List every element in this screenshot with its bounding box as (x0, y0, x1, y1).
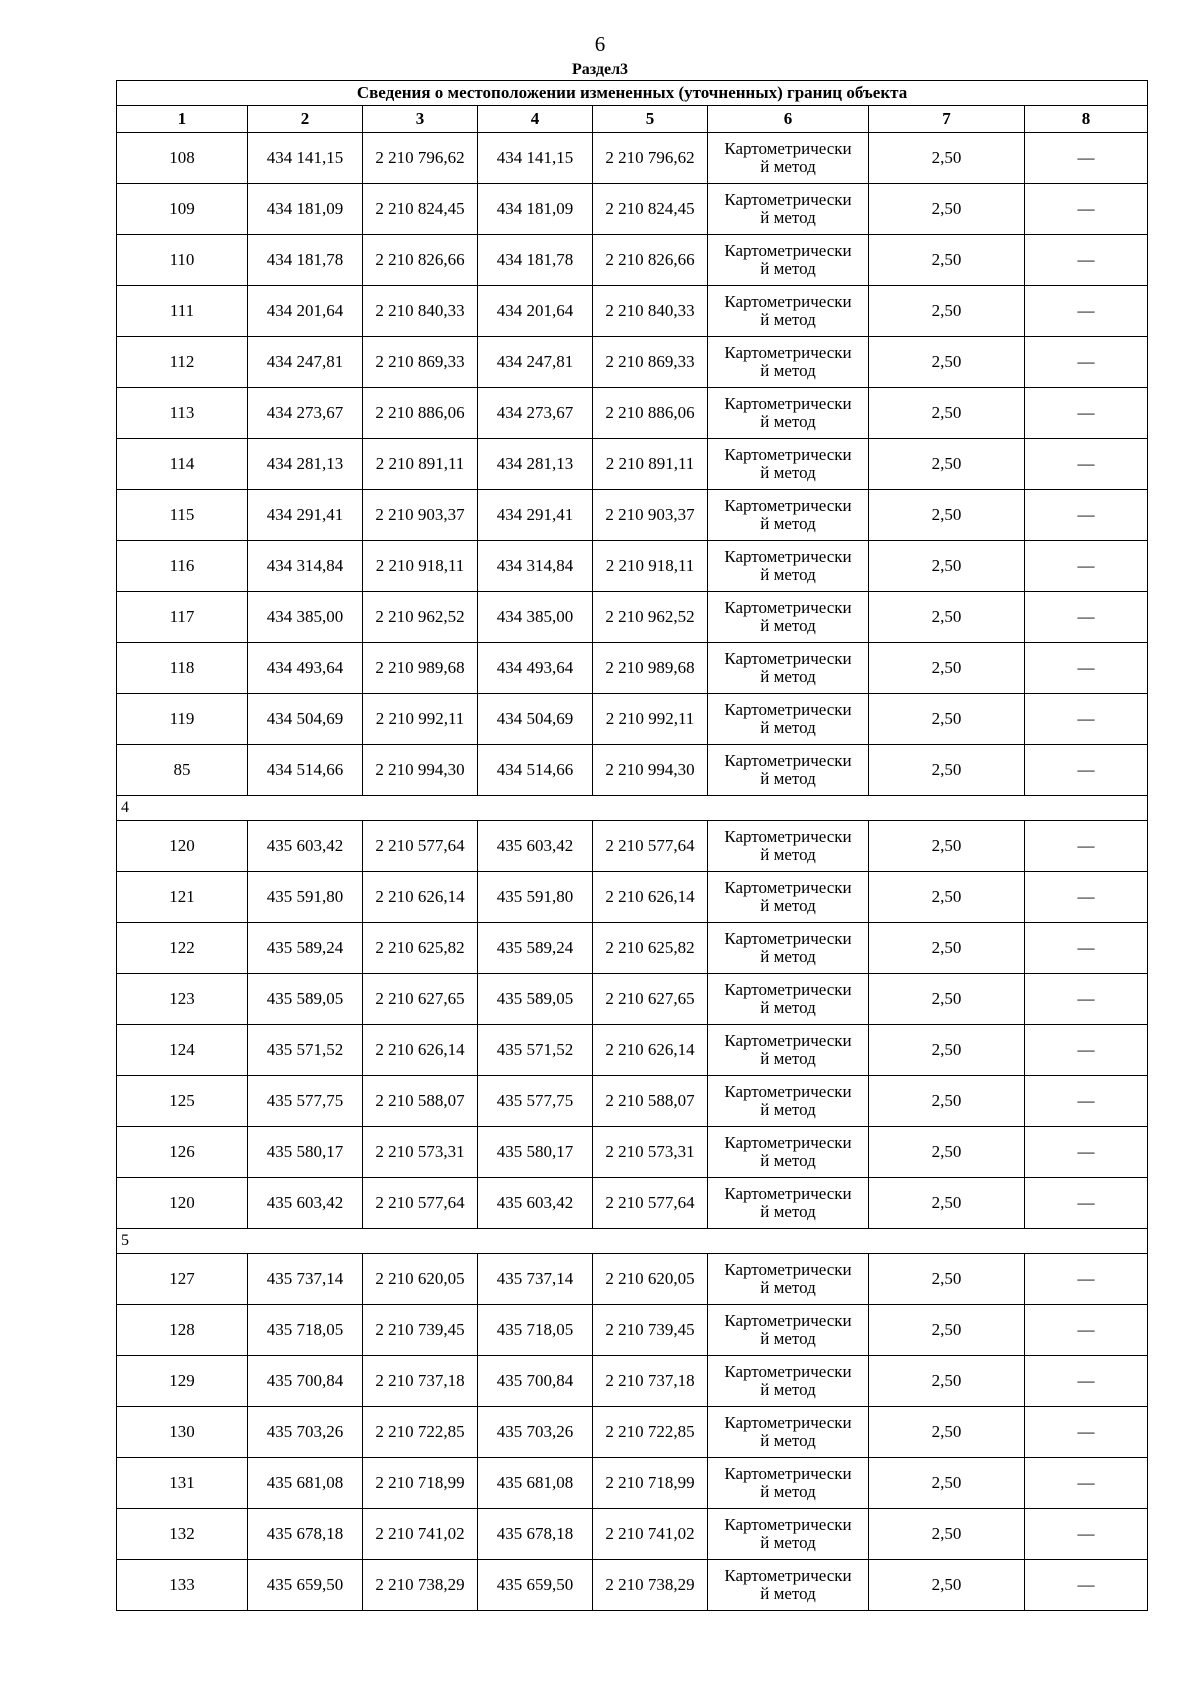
accuracy-cell: 2,50 (869, 923, 1025, 974)
y-old-cell: 2 210 992,11 (363, 694, 478, 745)
accuracy-cell: 2,50 (869, 388, 1025, 439)
y-old-cell: 2 210 620,05 (363, 1254, 478, 1305)
point-number-cell: 123 (117, 974, 248, 1025)
description-cell: — (1025, 923, 1148, 974)
y-new-cell: 2 210 918,11 (593, 541, 708, 592)
table-row (117, 337, 1148, 388)
y-old-cell: 2 210 588,07 (363, 1076, 478, 1127)
x-new-cell: 434 141,15 (478, 133, 593, 184)
x-old-cell: 434 181,09 (248, 184, 363, 235)
y-new-cell: 2 210 577,64 (593, 1178, 708, 1229)
y-old-cell: 2 210 741,02 (363, 1509, 478, 1560)
point-number-cell: 118 (117, 643, 248, 694)
table-row (117, 1254, 1148, 1305)
x-old-cell: 434 514,66 (248, 745, 363, 796)
x-old-cell: 435 571,52 (248, 1025, 363, 1076)
x-new-cell: 435 603,42 (478, 821, 593, 872)
x-new-cell: 434 201,64 (478, 286, 593, 337)
contour-group-label: 5 (117, 1229, 1148, 1254)
accuracy-cell: 2,50 (869, 439, 1025, 490)
method-cell: Картометрически й метод (708, 1076, 869, 1127)
x-new-cell: 434 247,81 (478, 337, 593, 388)
column-number: 7 (869, 106, 1025, 133)
x-new-cell: 435 678,18 (478, 1509, 593, 1560)
x-old-cell: 434 493,64 (248, 643, 363, 694)
description-cell: — (1025, 184, 1148, 235)
description-cell: — (1025, 1305, 1148, 1356)
accuracy-cell: 2,50 (869, 490, 1025, 541)
x-old-cell: 434 504,69 (248, 694, 363, 745)
description-cell: — (1025, 490, 1148, 541)
point-number-cell: 111 (117, 286, 248, 337)
column-number: 2 (248, 106, 363, 133)
y-old-cell: 2 210 626,14 (363, 872, 478, 923)
accuracy-cell: 2,50 (869, 1560, 1025, 1611)
x-old-cell: 435 700,84 (248, 1356, 363, 1407)
table-row (117, 1025, 1148, 1076)
table-row (117, 1560, 1148, 1611)
x-old-cell: 435 737,14 (248, 1254, 363, 1305)
y-old-cell: 2 210 577,64 (363, 1178, 478, 1229)
x-old-cell: 435 703,26 (248, 1407, 363, 1458)
description-cell: — (1025, 694, 1148, 745)
x-old-cell: 434 181,78 (248, 235, 363, 286)
table-row (117, 133, 1148, 184)
accuracy-cell: 2,50 (869, 337, 1025, 388)
table-row (117, 592, 1148, 643)
description-cell: — (1025, 1127, 1148, 1178)
table-row (117, 923, 1148, 974)
accuracy-cell: 2,50 (869, 1076, 1025, 1127)
y-new-cell: 2 210 886,06 (593, 388, 708, 439)
y-old-cell: 2 210 737,18 (363, 1356, 478, 1407)
y-old-cell: 2 210 627,65 (363, 974, 478, 1025)
y-old-cell: 2 210 738,29 (363, 1560, 478, 1611)
description-cell: — (1025, 1076, 1148, 1127)
y-old-cell: 2 210 739,45 (363, 1305, 478, 1356)
point-number-cell: 121 (117, 872, 248, 923)
x-new-cell: 434 181,09 (478, 184, 593, 235)
accuracy-cell: 2,50 (869, 1305, 1025, 1356)
method-cell: Картометрически й метод (708, 923, 869, 974)
x-new-cell: 435 571,52 (478, 1025, 593, 1076)
y-new-cell: 2 210 994,30 (593, 745, 708, 796)
contour-group-row (117, 796, 1148, 821)
method-cell: Картометрически й метод (708, 1305, 869, 1356)
x-new-cell: 435 681,08 (478, 1458, 593, 1509)
contour-group-label: 4 (117, 796, 1148, 821)
table-row (117, 821, 1148, 872)
y-old-cell: 2 210 994,30 (363, 745, 478, 796)
point-number-cell: 130 (117, 1407, 248, 1458)
y-old-cell: 2 210 903,37 (363, 490, 478, 541)
table-caption: Сведения о местоположении измененных (уточненных) границ объекта (117, 81, 1148, 106)
description-cell: — (1025, 643, 1148, 694)
description-cell: — (1025, 541, 1148, 592)
page-number: 6 (594, 32, 606, 56)
method-cell: Картометрически й метод (708, 1254, 869, 1305)
description-cell: — (1025, 1458, 1148, 1509)
x-old-cell: 435 591,80 (248, 872, 363, 923)
accuracy-cell: 2,50 (869, 1407, 1025, 1458)
table-row (117, 490, 1148, 541)
x-old-cell: 434 273,67 (248, 388, 363, 439)
method-cell: Картометрически й метод (708, 286, 869, 337)
accuracy-cell: 2,50 (869, 235, 1025, 286)
method-cell: Картометрически й метод (708, 184, 869, 235)
accuracy-cell: 2,50 (869, 1127, 1025, 1178)
description-cell: — (1025, 1560, 1148, 1611)
point-number-cell: 113 (117, 388, 248, 439)
method-cell: Картометрически й метод (708, 388, 869, 439)
method-cell: Картометрически й метод (708, 821, 869, 872)
y-new-cell: 2 210 824,45 (593, 184, 708, 235)
method-cell: Картометрически й метод (708, 235, 869, 286)
x-new-cell: 435 603,42 (478, 1178, 593, 1229)
description-cell: — (1025, 337, 1148, 388)
y-new-cell: 2 210 573,31 (593, 1127, 708, 1178)
method-cell: Картометрически й метод (708, 1407, 869, 1458)
table-row (117, 1127, 1148, 1178)
accuracy-cell: 2,50 (869, 286, 1025, 337)
column-number: 1 (117, 106, 248, 133)
method-cell: Картометрически й метод (708, 1178, 869, 1229)
accuracy-cell: 2,50 (869, 1178, 1025, 1229)
method-cell: Картометрически й метод (708, 1025, 869, 1076)
description-cell: — (1025, 286, 1148, 337)
description-cell: — (1025, 745, 1148, 796)
y-old-cell: 2 210 840,33 (363, 286, 478, 337)
section-title: Раздел3 (571, 61, 629, 78)
point-number-cell: 131 (117, 1458, 248, 1509)
x-new-cell: 434 493,64 (478, 643, 593, 694)
y-new-cell: 2 210 627,65 (593, 974, 708, 1025)
y-new-cell: 2 210 737,18 (593, 1356, 708, 1407)
point-number-cell: 133 (117, 1560, 248, 1611)
point-number-cell: 109 (117, 184, 248, 235)
method-cell: Картометрически й метод (708, 133, 869, 184)
y-new-cell: 2 210 903,37 (593, 490, 708, 541)
point-number-cell: 115 (117, 490, 248, 541)
description-cell: — (1025, 872, 1148, 923)
y-new-cell: 2 210 620,05 (593, 1254, 708, 1305)
point-number-cell: 120 (117, 1178, 248, 1229)
x-new-cell: 434 385,00 (478, 592, 593, 643)
x-old-cell: 435 589,24 (248, 923, 363, 974)
x-old-cell: 434 385,00 (248, 592, 363, 643)
y-old-cell: 2 210 886,06 (363, 388, 478, 439)
y-new-cell: 2 210 626,14 (593, 872, 708, 923)
y-new-cell: 2 210 626,14 (593, 1025, 708, 1076)
y-new-cell: 2 210 992,11 (593, 694, 708, 745)
method-cell: Картометрически й метод (708, 541, 869, 592)
x-old-cell: 434 314,84 (248, 541, 363, 592)
x-old-cell: 435 589,05 (248, 974, 363, 1025)
table-row (117, 1458, 1148, 1509)
accuracy-cell: 2,50 (869, 1356, 1025, 1407)
boundary-coordinates-table (116, 80, 1148, 1611)
y-new-cell: 2 210 962,52 (593, 592, 708, 643)
accuracy-cell: 2,50 (869, 1254, 1025, 1305)
x-new-cell: 435 703,26 (478, 1407, 593, 1458)
x-old-cell: 435 681,08 (248, 1458, 363, 1509)
y-old-cell: 2 210 625,82 (363, 923, 478, 974)
point-number-cell: 126 (117, 1127, 248, 1178)
table-row (117, 974, 1148, 1025)
table-row (117, 745, 1148, 796)
point-number-cell: 129 (117, 1356, 248, 1407)
description-cell: — (1025, 1025, 1148, 1076)
x-new-cell: 434 281,13 (478, 439, 593, 490)
x-new-cell: 435 659,50 (478, 1560, 593, 1611)
description-cell: — (1025, 1509, 1148, 1560)
column-number: 3 (363, 106, 478, 133)
point-number-cell: 116 (117, 541, 248, 592)
point-number-cell: 125 (117, 1076, 248, 1127)
point-number-cell: 85 (117, 745, 248, 796)
accuracy-cell: 2,50 (869, 643, 1025, 694)
accuracy-cell: 2,50 (869, 1509, 1025, 1560)
y-new-cell: 2 210 588,07 (593, 1076, 708, 1127)
y-new-cell: 2 210 722,85 (593, 1407, 708, 1458)
y-old-cell: 2 210 718,99 (363, 1458, 478, 1509)
description-cell: — (1025, 439, 1148, 490)
y-old-cell: 2 210 989,68 (363, 643, 478, 694)
x-old-cell: 434 281,13 (248, 439, 363, 490)
accuracy-cell: 2,50 (869, 541, 1025, 592)
method-cell: Картометрически й метод (708, 745, 869, 796)
description-cell: — (1025, 821, 1148, 872)
table-row (117, 1356, 1148, 1407)
y-old-cell: 2 210 891,11 (363, 439, 478, 490)
x-old-cell: 434 291,41 (248, 490, 363, 541)
x-old-cell: 435 603,42 (248, 1178, 363, 1229)
y-old-cell: 2 210 869,33 (363, 337, 478, 388)
point-number-cell: 117 (117, 592, 248, 643)
x-old-cell: 435 577,75 (248, 1076, 363, 1127)
description-cell: — (1025, 974, 1148, 1025)
method-cell: Картометрически й метод (708, 643, 869, 694)
method-cell: Картометрически й метод (708, 490, 869, 541)
x-old-cell: 435 603,42 (248, 821, 363, 872)
column-number: 4 (478, 106, 593, 133)
y-new-cell: 2 210 741,02 (593, 1509, 708, 1560)
table-row (117, 541, 1148, 592)
accuracy-cell: 2,50 (869, 694, 1025, 745)
table-row (117, 1305, 1148, 1356)
y-old-cell: 2 210 962,52 (363, 592, 478, 643)
method-cell: Картометрически й метод (708, 694, 869, 745)
method-cell: Картометрически й метод (708, 337, 869, 388)
method-cell: Картометрически й метод (708, 1560, 869, 1611)
table-row (117, 1407, 1148, 1458)
x-old-cell: 435 678,18 (248, 1509, 363, 1560)
table-row (117, 184, 1148, 235)
y-new-cell: 2 210 869,33 (593, 337, 708, 388)
description-cell: — (1025, 592, 1148, 643)
table-row (117, 694, 1148, 745)
y-new-cell: 2 210 577,64 (593, 821, 708, 872)
y-old-cell: 2 210 826,66 (363, 235, 478, 286)
x-new-cell: 435 589,05 (478, 974, 593, 1025)
description-cell: — (1025, 1178, 1148, 1229)
description-cell: — (1025, 235, 1148, 286)
accuracy-cell: 2,50 (869, 1458, 1025, 1509)
y-old-cell: 2 210 824,45 (363, 184, 478, 235)
y-new-cell: 2 210 891,11 (593, 439, 708, 490)
x-new-cell: 434 504,69 (478, 694, 593, 745)
column-number: 8 (1025, 106, 1148, 133)
method-cell: Картометрически й метод (708, 1509, 869, 1560)
x-new-cell: 435 718,05 (478, 1305, 593, 1356)
table-row (117, 439, 1148, 490)
x-new-cell: 434 314,84 (478, 541, 593, 592)
table-body (117, 133, 1148, 1611)
y-old-cell: 2 210 918,11 (363, 541, 478, 592)
method-cell: Картометрически й метод (708, 439, 869, 490)
contour-group-row (117, 1229, 1148, 1254)
accuracy-cell: 2,50 (869, 745, 1025, 796)
y-new-cell: 2 210 718,99 (593, 1458, 708, 1509)
y-old-cell: 2 210 796,62 (363, 133, 478, 184)
accuracy-cell: 2,50 (869, 1025, 1025, 1076)
description-cell: — (1025, 1356, 1148, 1407)
y-new-cell: 2 210 826,66 (593, 235, 708, 286)
x-new-cell: 435 577,75 (478, 1076, 593, 1127)
y-new-cell: 2 210 989,68 (593, 643, 708, 694)
x-new-cell: 434 514,66 (478, 745, 593, 796)
x-old-cell: 434 247,81 (248, 337, 363, 388)
y-new-cell: 2 210 738,29 (593, 1560, 708, 1611)
method-cell: Картометрически й метод (708, 1356, 869, 1407)
y-old-cell: 2 210 722,85 (363, 1407, 478, 1458)
accuracy-cell: 2,50 (869, 872, 1025, 923)
point-number-cell: 120 (117, 821, 248, 872)
table-row (117, 235, 1148, 286)
point-number-cell: 110 (117, 235, 248, 286)
description-cell: — (1025, 133, 1148, 184)
description-cell: — (1025, 1407, 1148, 1458)
point-number-cell: 114 (117, 439, 248, 490)
x-new-cell: 434 291,41 (478, 490, 593, 541)
x-old-cell: 435 659,50 (248, 1560, 363, 1611)
table-row (117, 388, 1148, 439)
method-cell: Картометрически й метод (708, 1458, 869, 1509)
x-new-cell: 435 737,14 (478, 1254, 593, 1305)
y-new-cell: 2 210 840,33 (593, 286, 708, 337)
point-number-cell: 128 (117, 1305, 248, 1356)
method-cell: Картометрически й метод (708, 872, 869, 923)
column-number: 5 (593, 106, 708, 133)
table-row (117, 1178, 1148, 1229)
x-old-cell: 435 718,05 (248, 1305, 363, 1356)
x-new-cell: 434 181,78 (478, 235, 593, 286)
table-row (117, 286, 1148, 337)
table-row (117, 1076, 1148, 1127)
point-number-cell: 124 (117, 1025, 248, 1076)
y-old-cell: 2 210 626,14 (363, 1025, 478, 1076)
point-number-cell: 112 (117, 337, 248, 388)
accuracy-cell: 2,50 (869, 184, 1025, 235)
point-number-cell: 132 (117, 1509, 248, 1560)
x-new-cell: 435 580,17 (478, 1127, 593, 1178)
method-cell: Картометрически й метод (708, 592, 869, 643)
accuracy-cell: 2,50 (869, 974, 1025, 1025)
x-new-cell: 435 700,84 (478, 1356, 593, 1407)
x-old-cell: 434 201,64 (248, 286, 363, 337)
y-new-cell: 2 210 739,45 (593, 1305, 708, 1356)
x-new-cell: 434 273,67 (478, 388, 593, 439)
table-row (117, 872, 1148, 923)
description-cell: — (1025, 1254, 1148, 1305)
method-cell: Картометрически й метод (708, 1127, 869, 1178)
point-number-cell: 119 (117, 694, 248, 745)
table-row (117, 1509, 1148, 1560)
x-new-cell: 435 589,24 (478, 923, 593, 974)
accuracy-cell: 2,50 (869, 821, 1025, 872)
table-row (117, 643, 1148, 694)
column-number: 6 (708, 106, 869, 133)
y-new-cell: 2 210 625,82 (593, 923, 708, 974)
point-number-cell: 122 (117, 923, 248, 974)
y-new-cell: 2 210 796,62 (593, 133, 708, 184)
y-old-cell: 2 210 577,64 (363, 821, 478, 872)
x-new-cell: 435 591,80 (478, 872, 593, 923)
column-number-row (117, 106, 1148, 133)
point-number-cell: 127 (117, 1254, 248, 1305)
x-old-cell: 435 580,17 (248, 1127, 363, 1178)
x-old-cell: 434 141,15 (248, 133, 363, 184)
y-old-cell: 2 210 573,31 (363, 1127, 478, 1178)
description-cell: — (1025, 388, 1148, 439)
accuracy-cell: 2,50 (869, 592, 1025, 643)
method-cell: Картометрически й метод (708, 974, 869, 1025)
accuracy-cell: 2,50 (869, 133, 1025, 184)
point-number-cell: 108 (117, 133, 248, 184)
